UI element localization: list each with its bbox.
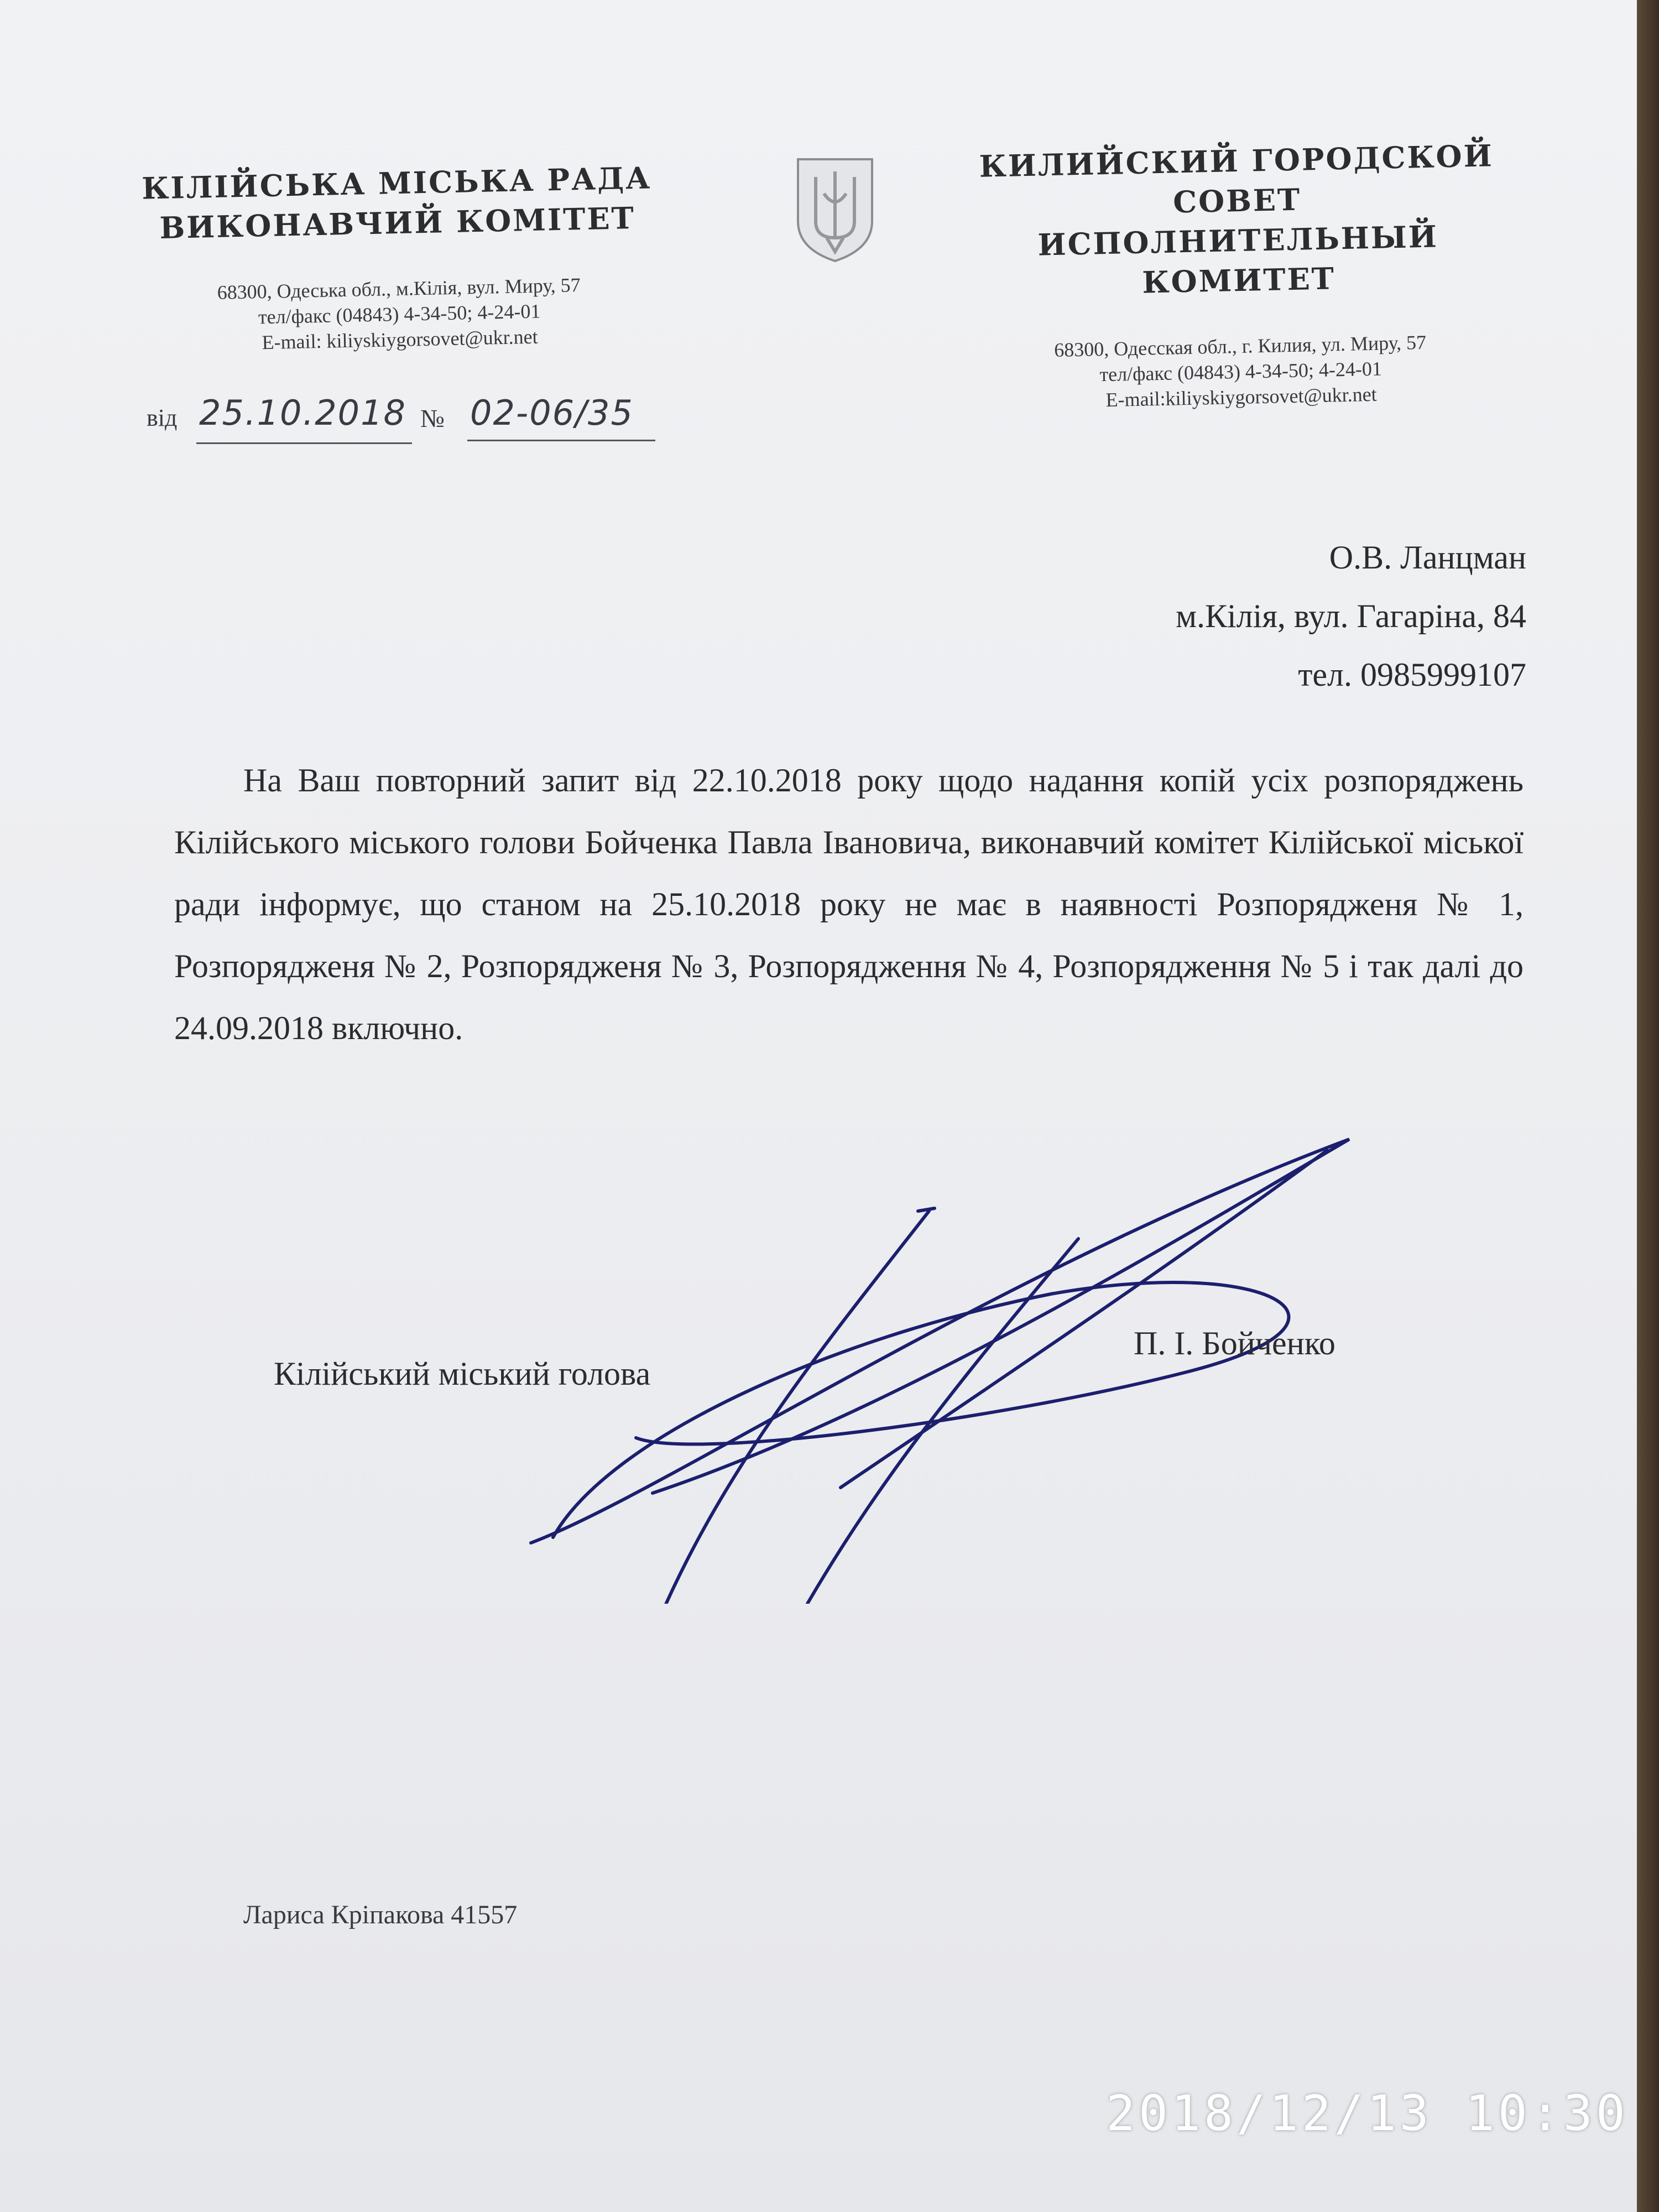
ref-number-underline [467,440,655,441]
letterhead-ru-title-1: КИЛИЙСКИЙ ГОРОДСКОЙ СОВЕТ [979,138,1494,220]
photo-time: 10:30 [1465,2085,1629,2142]
letterhead-ua [137,158,660,358]
ref-number: 02-06/35 [470,393,634,433]
recipient-address: м.Кілія, вул. Гагаріна, 84 [1176,598,1526,634]
letter-body: На Ваш повторний запит від 22.10.2018 року щодо надання копій усіх розпоряджень Кілійського міського голови Бойченка Павла Івановича, виконавчий комітет Кілійської міської ради інформує, що станом на 25.10.2018 року не має в наявності Розпорядженя № 1, Розпорядженя № 2, Розпорядженя № 3, Розпорядження № 4, Розпорядження № 5 і так далі до 24.09.2018 включно. [174,762,1524,1046]
letterhead-ua-phone: тел/факс (04843) 4-34-50; 4-24-01 [258,300,541,328]
ref-number-sign: № [420,404,445,432]
letterhead-ua-email: E-mail: kiliyskiygorsovet@ukr.net [262,325,539,354]
ref-date: 25.10.2018 [199,393,406,433]
letterhead-ru-email: E-mail:kiliyskiygorsovet@ukr.net [1105,383,1378,411]
table-edge [1637,0,1659,2212]
letterhead-ru-phone: тел/факс (04843) 4-34-50; 4-24-01 [1099,357,1383,386]
ref-from-label: від [147,404,178,431]
executor-note: Лариса Кріпакова 41557 [243,1900,518,1929]
recipient-block [1176,528,1526,704]
letterhead-ua-address: 68300, Одеська обл., м.Кілія, вул. Миру, 57 [217,274,581,304]
photo-timestamp [1106,2085,1629,2142]
letterhead-ua-title-1: КІЛІЙСЬКА МІСЬКА РАДА [141,160,652,206]
letterhead-ru-address: 68300, Одесская обл., г. Килия, ул. Миру, 57 [1053,331,1427,362]
photo-date: 2018/12/13 [1106,2085,1432,2142]
letterhead-ru [959,135,1518,416]
letterhead-ru-title-2: ИСПОЛНИТЕЛЬНЫЙ КОМИТЕТ [1037,218,1439,300]
letterhead-ua-title-2: ВИКОНАВЧИЙ КОМІТЕТ [159,200,636,246]
recipient-name: О.В. Ланцман [1329,539,1526,576]
recipient-phone: тел. 0985999107 [1298,656,1526,693]
signatory-position: Кілійський міський голова [274,1355,651,1392]
ref-date-underline [196,442,412,444]
trident-emblem-icon [794,155,877,268]
signatory-name: П. І. Бойченко [1134,1325,1335,1361]
